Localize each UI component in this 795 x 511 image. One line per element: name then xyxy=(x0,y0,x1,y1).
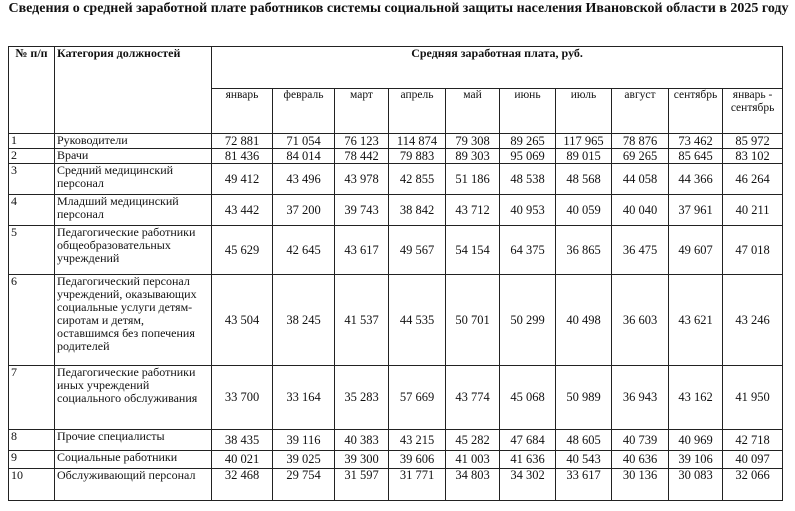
salary-cell: 79 308 xyxy=(446,134,500,149)
salary-cell: 44 058 xyxy=(612,164,669,195)
salary-cell: 40 021 xyxy=(212,451,273,469)
salary-cell: 33 700 xyxy=(212,366,273,430)
salary-cell: 47 684 xyxy=(500,430,556,451)
row-number: 2 xyxy=(9,149,55,164)
salary-cell: 78 442 xyxy=(335,149,389,164)
salary-cell: 43 442 xyxy=(212,195,273,226)
salary-cell: 35 283 xyxy=(335,366,389,430)
salary-cell: 85 645 xyxy=(669,149,723,164)
salary-cell: 43 246 xyxy=(723,275,783,366)
salary-cell: 48 538 xyxy=(500,164,556,195)
row-category: Педагогические работники общеобразовательных учреждений xyxy=(55,226,212,275)
salary-cell: 39 025 xyxy=(273,451,335,469)
salary-cell: 40 040 xyxy=(612,195,669,226)
salary-cell: 42 855 xyxy=(389,164,446,195)
salary-cell: 49 567 xyxy=(389,226,446,275)
column-header-index: № п/п xyxy=(9,47,55,134)
salary-cell: 50 299 xyxy=(500,275,556,366)
salary-cell: 41 537 xyxy=(335,275,389,366)
table-row xyxy=(9,430,783,451)
salary-cell: 73 462 xyxy=(669,134,723,149)
salary-cell: 64 375 xyxy=(500,226,556,275)
salary-cell: 30 083 xyxy=(669,469,723,501)
table-row xyxy=(9,469,783,501)
salary-cell: 43 496 xyxy=(273,164,335,195)
salary-cell: 114 874 xyxy=(389,134,446,149)
table-row xyxy=(9,451,783,469)
salary-cell: 36 943 xyxy=(612,366,669,430)
salary-cell: 69 265 xyxy=(612,149,669,164)
salary-cell: 36 475 xyxy=(612,226,669,275)
salary-cell: 36 865 xyxy=(556,226,612,275)
salary-cell: 45 282 xyxy=(446,430,500,451)
salary-cell: 32 468 xyxy=(212,469,273,501)
row-number: 1 xyxy=(9,134,55,149)
row-category: Прочие специалисты xyxy=(55,430,212,451)
salary-cell: 83 102 xyxy=(723,149,783,164)
salary-cell: 43 774 xyxy=(446,366,500,430)
salary-cell: 34 302 xyxy=(500,469,556,501)
salary-cell: 39 606 xyxy=(389,451,446,469)
column-header-month: апрель xyxy=(389,89,446,134)
row-number: 3 xyxy=(9,164,55,195)
salary-cell: 79 883 xyxy=(389,149,446,164)
row-category: Социальные работники xyxy=(55,451,212,469)
column-header-month: июль xyxy=(556,89,612,134)
salary-cell: 89 015 xyxy=(556,149,612,164)
salary-cell: 39 300 xyxy=(335,451,389,469)
salary-cell: 51 186 xyxy=(446,164,500,195)
salary-cell: 45 629 xyxy=(212,226,273,275)
salary-cell: 81 436 xyxy=(212,149,273,164)
row-number: 6 xyxy=(9,275,55,366)
salary-cell: 31 771 xyxy=(389,469,446,501)
salary-cell: 40 498 xyxy=(556,275,612,366)
salary-cell: 89 303 xyxy=(446,149,500,164)
salary-cell: 43 504 xyxy=(212,275,273,366)
salary-cell: 43 215 xyxy=(389,430,446,451)
salary-cell: 50 701 xyxy=(446,275,500,366)
column-header-month: январь xyxy=(212,89,273,134)
salary-cell: 95 069 xyxy=(500,149,556,164)
salary-cell: 33 164 xyxy=(273,366,335,430)
salary-cell: 31 597 xyxy=(335,469,389,501)
salary-cell: 33 617 xyxy=(556,469,612,501)
salary-cell: 43 621 xyxy=(669,275,723,366)
salary-cell: 40 953 xyxy=(500,195,556,226)
salary-cell: 40 739 xyxy=(612,430,669,451)
salary-cell: 54 154 xyxy=(446,226,500,275)
column-header-month: февраль xyxy=(273,89,335,134)
salary-cell: 41 003 xyxy=(446,451,500,469)
salary-cell: 57 669 xyxy=(389,366,446,430)
row-number: 10 xyxy=(9,469,55,501)
table-row xyxy=(9,275,783,366)
salary-cell: 29 754 xyxy=(273,469,335,501)
table-row xyxy=(9,366,783,430)
table-row xyxy=(9,195,783,226)
row-number: 4 xyxy=(9,195,55,226)
row-category: Средний медицинский персонал xyxy=(55,164,212,195)
row-category: Младший медицинский персонал xyxy=(55,195,212,226)
row-category: Педагогический персонал учреждений, оказывающих социальные услуги детям-сиротам и детям, оставшимся без попечения родителей xyxy=(55,275,212,366)
salary-cell: 36 603 xyxy=(612,275,669,366)
salary-cell: 41 636 xyxy=(500,451,556,469)
table-body xyxy=(9,134,783,501)
salary-cell: 43 978 xyxy=(335,164,389,195)
row-number: 5 xyxy=(9,226,55,275)
row-category: Обслуживающий персонал xyxy=(55,469,212,501)
salary-cell: 40 097 xyxy=(723,451,783,469)
salary-cell: 117 965 xyxy=(556,134,612,149)
salary-cell: 85 972 xyxy=(723,134,783,149)
table-row xyxy=(9,164,783,195)
salary-cell: 40 059 xyxy=(556,195,612,226)
salary-cell: 49 412 xyxy=(212,164,273,195)
salary-cell: 71 054 xyxy=(273,134,335,149)
salary-cell: 89 265 xyxy=(500,134,556,149)
salary-cell: 44 366 xyxy=(669,164,723,195)
salary-cell: 43 617 xyxy=(335,226,389,275)
salary-cell: 40 383 xyxy=(335,430,389,451)
table-row xyxy=(9,149,783,164)
salary-cell: 32 066 xyxy=(723,469,783,501)
salary-cell: 43 162 xyxy=(669,366,723,430)
salary-cell: 40 636 xyxy=(612,451,669,469)
salary-cell: 38 435 xyxy=(212,430,273,451)
salary-cell: 78 876 xyxy=(612,134,669,149)
row-number: 9 xyxy=(9,451,55,469)
salary-cell: 41 950 xyxy=(723,366,783,430)
salary-cell: 42 645 xyxy=(273,226,335,275)
row-category: Руководители xyxy=(55,134,212,149)
column-header-month: июнь xyxy=(500,89,556,134)
salary-cell: 48 605 xyxy=(556,430,612,451)
column-header-group: Средняя заработная плата, руб. xyxy=(212,47,783,89)
salary-cell: 42 718 xyxy=(723,430,783,451)
salary-cell: 76 123 xyxy=(335,134,389,149)
row-category: Врачи xyxy=(55,149,212,164)
column-header-month: май xyxy=(446,89,500,134)
salary-cell: 46 264 xyxy=(723,164,783,195)
column-header-month: январь - сентябрь xyxy=(723,89,783,134)
salary-cell: 40 969 xyxy=(669,430,723,451)
column-header-month: сентябрь xyxy=(669,89,723,134)
salary-cell: 34 803 xyxy=(446,469,500,501)
salary-cell: 40 211 xyxy=(723,195,783,226)
salary-cell: 38 842 xyxy=(389,195,446,226)
row-number: 8 xyxy=(9,430,55,451)
column-header-month: август xyxy=(612,89,669,134)
salary-cell: 50 989 xyxy=(556,366,612,430)
row-category: Педагогические работники иных учреждений социального обслуживания xyxy=(55,366,212,430)
row-number: 7 xyxy=(9,366,55,430)
salary-cell: 47 018 xyxy=(723,226,783,275)
salary-cell: 43 712 xyxy=(446,195,500,226)
column-header-month: март xyxy=(335,89,389,134)
salary-cell: 39 106 xyxy=(669,451,723,469)
salary-cell: 37 961 xyxy=(669,195,723,226)
salary-cell: 40 543 xyxy=(556,451,612,469)
salary-cell: 30 136 xyxy=(612,469,669,501)
column-header-category: Категория должностей xyxy=(55,47,212,134)
salary-cell: 37 200 xyxy=(273,195,335,226)
salary-cell: 39 116 xyxy=(273,430,335,451)
salary-cell: 45 068 xyxy=(500,366,556,430)
salary-cell: 39 743 xyxy=(335,195,389,226)
salary-cell: 84 014 xyxy=(273,149,335,164)
salary-cell: 44 535 xyxy=(389,275,446,366)
salary-cell: 72 881 xyxy=(212,134,273,149)
salary-cell: 49 607 xyxy=(669,226,723,275)
table-row xyxy=(9,226,783,275)
salary-cell: 48 568 xyxy=(556,164,612,195)
header-row-1 xyxy=(9,47,783,89)
document-title: Сведения о средней заработной плате работников системы социальной защиты населения Ивановской области в 2025 году xyxy=(8,1,789,16)
table-row xyxy=(9,134,783,149)
salary-table xyxy=(8,46,783,501)
salary-cell: 38 245 xyxy=(273,275,335,366)
